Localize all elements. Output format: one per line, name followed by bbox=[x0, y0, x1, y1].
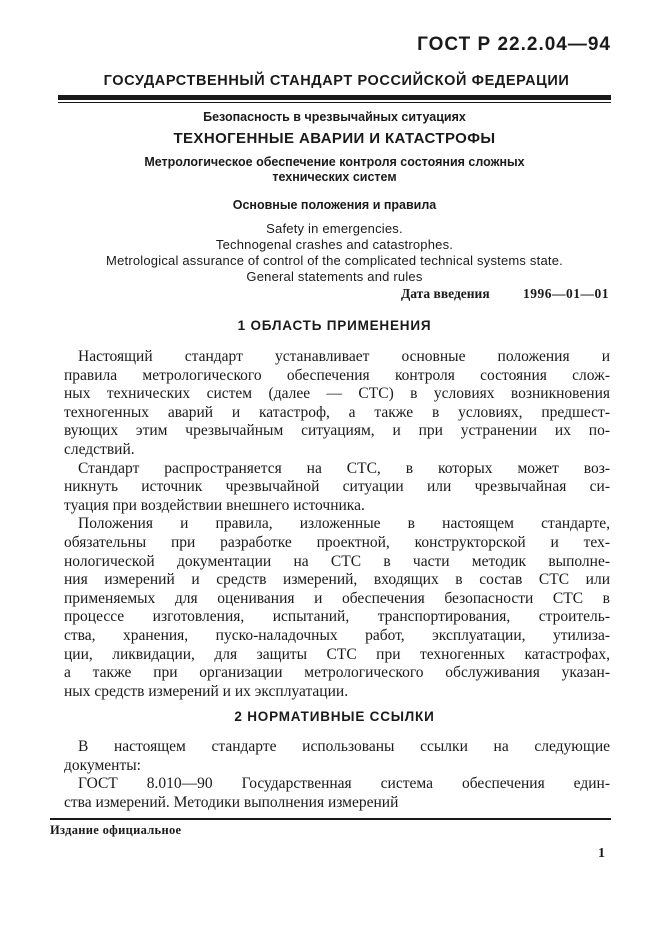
gost-code: ГОСТ Р 22.2.04—94 bbox=[417, 34, 611, 55]
part-title: Основные положения и правила bbox=[232, 198, 437, 212]
text-line: ных средств измерений и их эксплуатации. bbox=[64, 682, 349, 700]
header-thin-rule bbox=[58, 102, 611, 103]
series-title: Безопасность в чрезвычайных ситуациях bbox=[203, 110, 466, 124]
text-line: Настоящий стандарт устанавливает основные положения и bbox=[78, 348, 610, 365]
state-standard-title: ГОСУДАРСТВЕННЫЙ СТАНДАРТ РОССИЙСКОЙ ФЕДЕРАЦИИ bbox=[103, 73, 570, 89]
text-line: применяемых для оценивания и обеспечения безопасности СТС в bbox=[64, 589, 610, 607]
page-number: 1 bbox=[598, 846, 605, 861]
footer-rule bbox=[50, 818, 611, 820]
introduction-date bbox=[401, 286, 609, 302]
text-line: ГОСТ 8.010—90 Государственная система обеспечения един- bbox=[78, 775, 610, 793]
text-line: документы: bbox=[64, 756, 141, 774]
edition-label: Издание официальное bbox=[50, 823, 182, 837]
english-title bbox=[58, 221, 611, 285]
text-line: ных технических систем (далее — СТС) в условиях возникновения bbox=[64, 385, 610, 403]
text-line: нологической документации на СТС в части методик выполне- bbox=[64, 552, 610, 570]
main-title: ТЕХНОГЕННЫЕ АВАРИИ И КАТАСТРОФЫ bbox=[173, 130, 496, 147]
english-title-line: Technogenal crashes and catastrophes. bbox=[215, 237, 454, 252]
introduction-date-label: Дата введения bbox=[400, 286, 490, 301]
section-1-heading: 1 ОБЛАСТЬ ПРИМЕНЕНИЯ bbox=[237, 318, 432, 333]
title-block bbox=[58, 108, 611, 285]
text-line: В настоящем стандарте использованы ссылки на следующие bbox=[78, 738, 610, 755]
subtitle-line: Метрологическое обеспечение контроля состояния сложных bbox=[144, 155, 525, 169]
english-title-line: General statements and rules bbox=[246, 269, 423, 284]
text-line: никнуть источник чрезвычайной ситуации или чрезвычайная си- bbox=[64, 478, 610, 496]
text-line: ния измерений и средств измерений, входящих в состав СТС или bbox=[64, 571, 610, 589]
text-line: обязательны при разработке проектной, конструкторской и тех- bbox=[64, 533, 610, 551]
subtitle-line: технических систем bbox=[272, 170, 397, 184]
section-1-body bbox=[64, 348, 610, 701]
text-line: следствий. bbox=[64, 440, 135, 458]
text-line: процессе изготовления, испытаний, транспортирования, строитель- bbox=[64, 608, 610, 626]
text-line: техногенных аварий и катастроф, а также в условиях, предшест- bbox=[64, 403, 610, 421]
subtitle bbox=[58, 155, 611, 185]
text-line: ции, ликвидации, для защиты СТС при техногенных катастрофах, bbox=[64, 645, 610, 663]
text-line: туация при воздействии внешнего источника. bbox=[64, 496, 365, 514]
english-title-line: Safety in emergencies. bbox=[266, 221, 403, 236]
introduction-date-value: 1996—01—01 bbox=[523, 286, 609, 301]
section-2-heading: 2 НОРМАТИВНЫЕ ССЫЛКИ bbox=[234, 709, 435, 724]
section-2-body bbox=[64, 738, 610, 812]
text-line: правила метрологического обеспечения контроля состояния слож- bbox=[64, 366, 610, 384]
text-line: ства измерений. Методики выполнения измерений bbox=[64, 793, 399, 811]
text-line: вующих этим чрезвычайным ситуациям, и при устранении их по- bbox=[64, 422, 610, 440]
text-line: Стандарт распространяется на СТС, в которых может воз- bbox=[78, 459, 610, 477]
text-line: Положения и правила, изложенные в настоящем стандарте, bbox=[78, 515, 610, 533]
text-line: а также при организации метрологического обслуживания указан- bbox=[64, 664, 610, 682]
english-title-line: Metrological assurance of control of the complicated technical systems state. bbox=[106, 253, 563, 268]
header-thick-rule bbox=[58, 95, 611, 100]
text-line: ства, хранения, пуско-наладочных работ, эксплуатации, утилиза- bbox=[64, 626, 610, 644]
